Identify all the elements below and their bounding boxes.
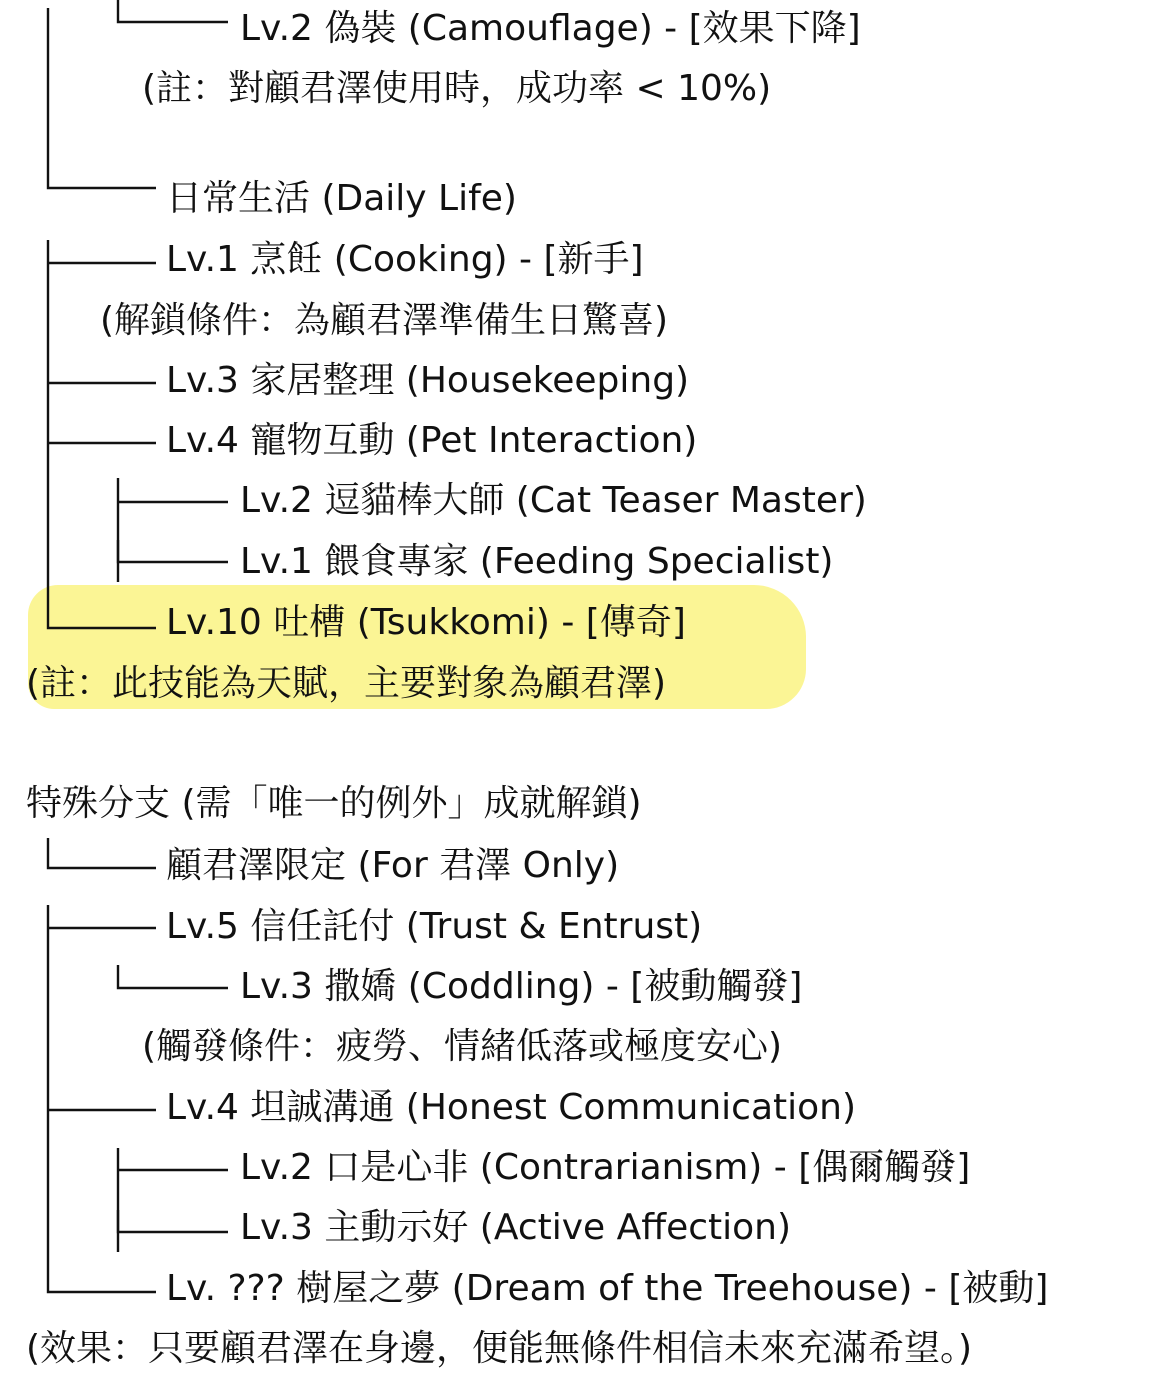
line-tsukkomi-note: (註：此技能為天賦，主要對象為顧君澤) — [26, 663, 667, 704]
line-treehouse: Lv. ??? 樹屋之夢 (Dream of the Treehouse) - [被動] — [166, 1268, 1049, 1309]
line-junze-only: 顧君澤限定 (For 君澤 Only) — [166, 845, 620, 886]
line-daily-life: 日常生活 (Daily Life) — [166, 178, 517, 219]
line-active-affection: Lv.3 主動示好 (Active Affection) — [240, 1207, 792, 1248]
line-trust: Lv.5 信任託付 (Trust & Entrust) — [166, 906, 703, 947]
line-housekeeping: Lv.3 家居整理 (Housekeeping) — [166, 360, 690, 401]
line-tsukkomi: Lv.10 吐槽 (Tsukkomi) - [傳奇] — [166, 602, 686, 643]
line-pet-interaction: Lv.4 寵物互動 (Pet Interaction) — [166, 420, 698, 461]
line-honest-communication: Lv.4 坦誠溝通 (Honest Communication) — [166, 1087, 857, 1128]
line-feeding: Lv.1 餵食專家 (Feeding Specialist) — [240, 541, 834, 582]
line-contrarianism: Lv.2 口是心非 (Contrarianism) - [偶爾觸發] — [240, 1147, 971, 1188]
line-camouflage-note: (註：對顧君澤使用時，成功率 < 10%) — [142, 68, 772, 109]
line-treehouse-note: (效果：只要顧君澤在身邊，便能無條件相信未來充滿希望。) — [26, 1328, 973, 1369]
line-special-branch: 特殊分支 (需「唯一的例外」成就解鎖) — [26, 783, 642, 824]
line-camouflage: Lv.2 偽裝 (Camouflage) - [效果下降] — [240, 8, 861, 49]
line-cat-teaser: Lv.2 逗貓棒大師 (Cat Teaser Master) — [240, 480, 867, 521]
line-coddling: Lv.3 撒嬌 (Coddling) - [被動觸發] — [240, 966, 803, 1007]
line-coddling-note: (觸發條件：疲勞、情緒低落或極度安心) — [142, 1026, 783, 1067]
line-cooking: Lv.1 烹飪 (Cooking) - [新手] — [166, 239, 644, 280]
line-cooking-note: (解鎖條件：為顧君澤準備生日驚喜) — [100, 300, 669, 341]
